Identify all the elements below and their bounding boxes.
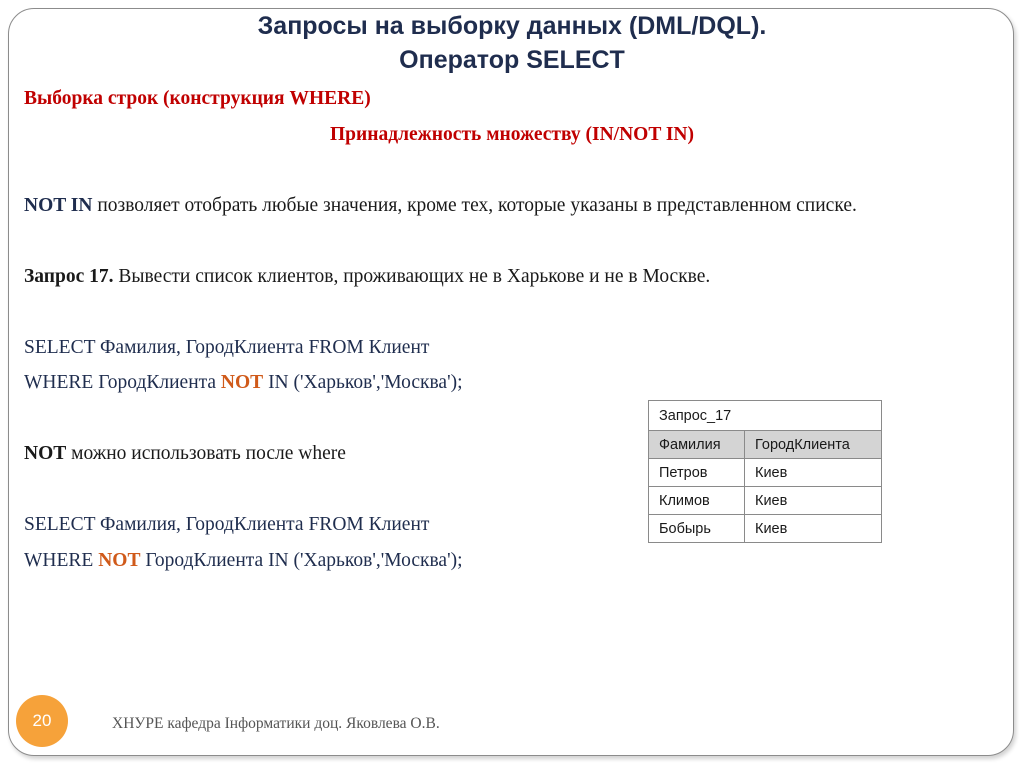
table-caption: Запрос_17 bbox=[649, 401, 882, 431]
not-paragraph bbox=[24, 443, 346, 465]
table-cell: Киев bbox=[745, 487, 882, 515]
table-header-row bbox=[649, 431, 882, 459]
table-caption-row bbox=[649, 401, 882, 431]
table-cell: Петров bbox=[649, 459, 745, 487]
notin-text: позволяет отобрать любые значения, кроме тех, которые указаны в представленном списке. bbox=[92, 195, 857, 216]
notin-keyword: NOT IN bbox=[24, 195, 93, 216]
not-text: можно использовать после where bbox=[66, 443, 346, 464]
slide-title-line1: Запросы на выборку данных (DML/DQL). bbox=[257, 12, 767, 40]
table-cell: Киев bbox=[745, 515, 882, 543]
code1-line2 bbox=[24, 372, 463, 394]
footer-text: ХНУРЕ кафедра Інформатики доц. Яковлева О.В. bbox=[112, 715, 440, 732]
slide-title-line2: Оператор SELECT bbox=[399, 46, 625, 74]
code1-not-keyword: NOT bbox=[220, 372, 264, 393]
query-paragraph bbox=[24, 266, 710, 288]
result-table bbox=[648, 400, 882, 543]
table-header-cell: Фамилия bbox=[649, 431, 745, 459]
table-row bbox=[649, 515, 882, 543]
code2-line2-suffix: ГородКлиента IN ('Харьков','Москва'); bbox=[140, 550, 463, 571]
table-cell: Климов bbox=[649, 487, 745, 515]
code1-line2-prefix: WHERE ГородКлиента bbox=[24, 372, 221, 393]
table-cell: Бобырь bbox=[649, 515, 745, 543]
query-text: Вывести список клиентов, проживающих не в Харькове и не в Москве. bbox=[113, 266, 711, 287]
page-number-badge: 20 bbox=[16, 695, 68, 747]
table-header-cell: ГородКлиента bbox=[745, 431, 882, 459]
code2-not-keyword: NOT bbox=[98, 550, 141, 571]
table-row bbox=[649, 487, 882, 515]
section-heading: Выборка строк (конструкция WHERE) bbox=[24, 88, 371, 109]
code2-line1: SELECT Фамилия, ГородКлиента FROM Клиент bbox=[24, 514, 430, 535]
code2-line2-prefix: WHERE bbox=[24, 550, 99, 571]
table-cell: Киев bbox=[745, 459, 882, 487]
code1-line2-suffix: IN ('Харьков','Москва'); bbox=[263, 372, 463, 393]
subsection-heading: Принадлежность множеству (IN/NOT IN) bbox=[329, 124, 695, 145]
table-row bbox=[649, 459, 882, 487]
query-label: Запрос 17. bbox=[24, 266, 114, 287]
code1-line1: SELECT Фамилия, ГородКлиента FROM Клиент bbox=[24, 337, 430, 358]
code2-line2 bbox=[24, 550, 463, 572]
not-keyword: NOT bbox=[24, 443, 67, 464]
notin-paragraph bbox=[24, 195, 857, 217]
